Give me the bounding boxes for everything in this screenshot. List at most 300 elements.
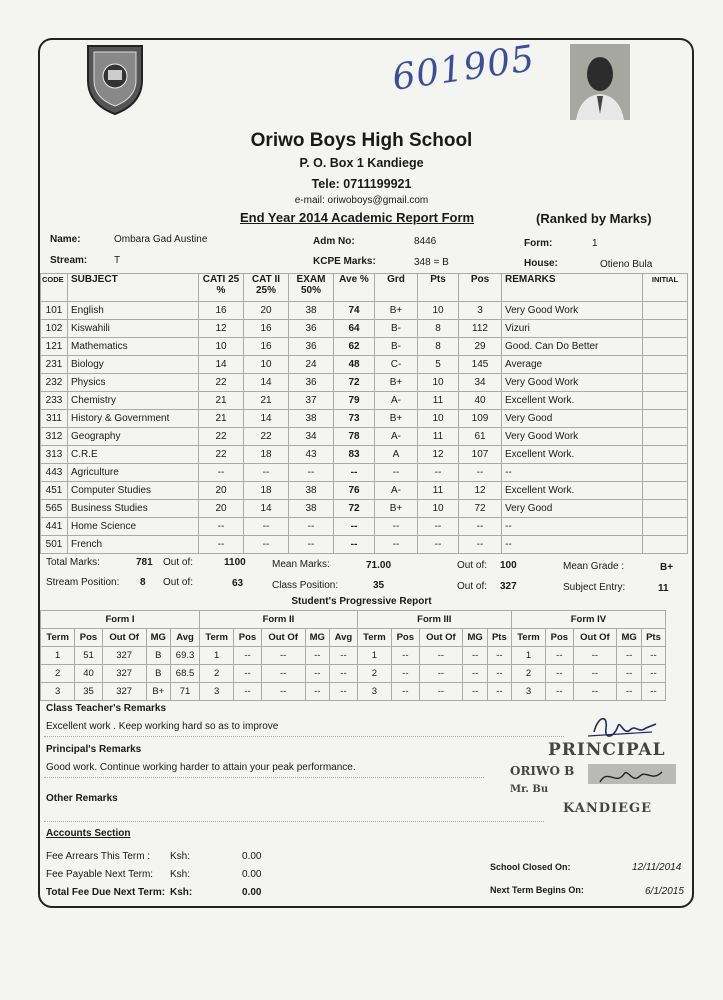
progress-cell: --: [330, 683, 358, 701]
total-out-of-label: Out of:: [163, 557, 194, 568]
points-cell: 11: [418, 392, 459, 410]
accounts-section-label: Accounts Section: [46, 828, 131, 839]
progress-form-2: Form II: [200, 611, 358, 629]
position-cell: 112: [459, 320, 502, 338]
total-marks: 781: [136, 557, 153, 568]
kcpe-value: 348 = B: [414, 257, 449, 268]
progress-form-3: Form III: [357, 611, 511, 629]
progress-cell: 40: [75, 665, 102, 683]
position-cell: 107: [459, 446, 502, 464]
initial-cell: [643, 518, 688, 536]
cat1-cell: 10: [199, 338, 244, 356]
progress-cell: --: [305, 683, 330, 701]
cat1-cell: 22: [199, 374, 244, 392]
remarks-cell: Good. Can Do Better: [502, 338, 643, 356]
progress-cell: 3: [41, 683, 75, 701]
subject-name-cell: Physics: [68, 374, 199, 392]
position-cell: 61: [459, 428, 502, 446]
table-row: [41, 374, 688, 392]
initial-cell: [643, 446, 688, 464]
grade-cell: A-: [375, 482, 418, 500]
school-closed-label: School Closed On:: [490, 862, 571, 872]
stamp-line-2: Mr. Bu: [510, 784, 549, 795]
subject-code-cell: 443: [41, 464, 68, 482]
points-cell: --: [418, 518, 459, 536]
stamp-principal: PRINCIPAL: [548, 740, 666, 760]
progress-cell: B+: [146, 683, 171, 701]
position-cell: --: [459, 536, 502, 554]
cat1-cell: --: [199, 536, 244, 554]
subject-code-cell: 233: [41, 392, 68, 410]
grade-cell: --: [375, 536, 418, 554]
table-row: [41, 302, 688, 320]
exam-cell: 38: [289, 500, 334, 518]
progress-cell: --: [546, 647, 573, 665]
stamp-line-1: ORIWO B: [510, 764, 575, 778]
header-points: Pts: [418, 274, 459, 302]
subject-code-cell: 451: [41, 482, 68, 500]
cat2-cell: 10: [244, 356, 289, 374]
fee-currency: Ksh:: [170, 887, 193, 898]
progress-cell: --: [487, 647, 511, 665]
progress-cell: --: [463, 683, 488, 701]
progress-cell: 1: [41, 647, 75, 665]
form-value: 1: [592, 238, 598, 249]
progress-cell: 3: [511, 683, 545, 701]
progress-header-cell: Out Of: [419, 629, 463, 647]
position-cell: 12: [459, 482, 502, 500]
table-row: [41, 536, 688, 554]
marks-header-row: [41, 274, 688, 302]
progress-header-cell: MG: [617, 629, 642, 647]
progress-row: [41, 683, 666, 701]
house-value: Otieno Bula: [600, 259, 653, 270]
progress-cell: --: [330, 665, 358, 683]
subject-code-cell: 232: [41, 374, 68, 392]
cat1-cell: 21: [199, 410, 244, 428]
table-row: [41, 482, 688, 500]
points-cell: --: [418, 536, 459, 554]
progress-cell: --: [261, 647, 305, 665]
fee-currency: Ksh:: [170, 869, 191, 880]
cat1-cell: 20: [199, 500, 244, 518]
principal-signature: [596, 764, 666, 790]
progress-header-cell: Out Of: [573, 629, 617, 647]
grade-cell: A-: [375, 392, 418, 410]
points-cell: 8: [418, 320, 459, 338]
progress-header-cell: MG: [463, 629, 488, 647]
initial-cell: [643, 392, 688, 410]
average-cell: 73: [334, 410, 375, 428]
mean-out-of-label: Out of:: [457, 560, 488, 571]
mean-marks: 71.00: [366, 560, 392, 571]
school-name: Oriwo Boys High School: [250, 130, 473, 151]
progress-header-cell: Avg: [330, 629, 358, 647]
mean-marks-label: Mean Marks:: [272, 559, 330, 570]
cat1-cell: 22: [199, 446, 244, 464]
subject-name-cell: Computer Studies: [68, 482, 199, 500]
school-crest-logo: [84, 42, 146, 116]
progress-cell: --: [234, 647, 261, 665]
other-remarks-label: Other Remarks: [46, 793, 118, 804]
total-marks-label: Total Marks:: [46, 557, 100, 568]
points-cell: 5: [418, 356, 459, 374]
class-teacher-remarks: Excellent work . Keep working hard so as to improve: [46, 721, 279, 732]
subject-name-cell: Kiswahili: [68, 320, 199, 338]
remarks-cell: Very Good: [502, 410, 643, 428]
progress-form-row: [41, 611, 666, 629]
progress-cell: --: [419, 647, 463, 665]
initial-cell: [643, 320, 688, 338]
position-cell: 29: [459, 338, 502, 356]
progress-cell: --: [392, 683, 419, 701]
principal-remarks: Good work. Continue working harder to attain your peak performance.: [46, 762, 356, 773]
subject-code-cell: 501: [41, 536, 68, 554]
table-row: [41, 410, 688, 428]
initial-cell: [643, 374, 688, 392]
progress-cell: --: [617, 683, 642, 701]
house-label: House:: [524, 258, 558, 269]
progress-cell: --: [392, 647, 419, 665]
school-phone: Tele: 0711199921: [311, 177, 412, 191]
grade-cell: A: [375, 446, 418, 464]
average-cell: 48: [334, 356, 375, 374]
initial-cell: [643, 536, 688, 554]
school-email: e-mail: oriwoboys@gmail.com: [294, 195, 429, 206]
position-cell: 3: [459, 302, 502, 320]
progress-cell: 35: [75, 683, 102, 701]
progress-cell: 327: [102, 665, 146, 683]
form-label: Form:: [524, 238, 553, 249]
cat1-cell: 22: [199, 428, 244, 446]
remarks-cell: Excellent Work.: [502, 482, 643, 500]
kcpe-label: KCPE Marks:: [313, 256, 376, 267]
initial-cell: [643, 410, 688, 428]
cat1-cell: 12: [199, 320, 244, 338]
remarks-cell: Excellent Work.: [502, 392, 643, 410]
average-cell: 74: [334, 302, 375, 320]
class-position-label: Class Position:: [272, 580, 339, 591]
stream-out-of: 63: [232, 578, 244, 589]
initial-cell: [643, 482, 688, 500]
grade-cell: B-: [375, 338, 418, 356]
subject-code-cell: 312: [41, 428, 68, 446]
points-cell: 10: [418, 500, 459, 518]
adm-number: 8446: [414, 236, 437, 247]
subject-name-cell: English: [68, 302, 199, 320]
remarks-cell: --: [502, 464, 643, 482]
exam-cell: 36: [289, 374, 334, 392]
subject-code-cell: 101: [41, 302, 68, 320]
remarks-cell: --: [502, 536, 643, 554]
exam-cell: 38: [289, 302, 334, 320]
header-subject: SUBJECT: [68, 274, 199, 302]
progress-header-cell: Pos: [392, 629, 419, 647]
progress-cell: 3: [357, 683, 391, 701]
progress-cell: --: [573, 683, 617, 701]
progress-cell: 1: [511, 647, 545, 665]
points-cell: 10: [418, 374, 459, 392]
fee-label: Total Fee Due Next Term:: [46, 887, 166, 898]
next-term-label: Next Term Begins On:: [490, 885, 584, 895]
progress-cell: 2: [511, 665, 545, 683]
class-out-of: 327: [500, 581, 517, 592]
stamp-line-3: KANDIEGE: [563, 801, 653, 816]
grade-cell: --: [375, 518, 418, 536]
progress-cell: --: [419, 665, 463, 683]
exam-cell: 36: [289, 320, 334, 338]
initial-cell: [643, 338, 688, 356]
progress-cell: --: [487, 665, 511, 683]
progress-header-cell: Term: [357, 629, 391, 647]
table-row: [41, 518, 688, 536]
points-cell: 10: [418, 302, 459, 320]
average-cell: 72: [334, 374, 375, 392]
initial-cell: [643, 500, 688, 518]
subject-code-cell: 311: [41, 410, 68, 428]
progress-form-4: Form IV: [511, 611, 665, 629]
initial-cell: [643, 428, 688, 446]
subject-name-cell: Agriculture: [68, 464, 199, 482]
cat1-cell: 21: [199, 392, 244, 410]
header-cat2: CAT II 25%: [244, 274, 289, 302]
progress-cell: --: [573, 665, 617, 683]
position-cell: 109: [459, 410, 502, 428]
mean-grade-label: Mean Grade :: [563, 561, 625, 572]
remarks-cell: Excellent Work.: [502, 446, 643, 464]
cat2-cell: 22: [244, 428, 289, 446]
grade-cell: --: [375, 464, 418, 482]
progress-header-cell: Out Of: [261, 629, 305, 647]
table-row: [41, 320, 688, 338]
average-cell: --: [334, 518, 375, 536]
cat2-cell: 20: [244, 302, 289, 320]
cat2-cell: 14: [244, 410, 289, 428]
fee-value: 0.00: [242, 851, 262, 862]
subject-name-cell: History & Government: [68, 410, 199, 428]
progress-cell: --: [463, 665, 488, 683]
student-photo: [570, 44, 630, 120]
initial-cell: [643, 302, 688, 320]
remarks-cell: Very Good: [502, 500, 643, 518]
progress-cell: 2: [41, 665, 75, 683]
grade-cell: B-: [375, 320, 418, 338]
cat2-cell: --: [244, 536, 289, 554]
progress-cell: --: [641, 683, 665, 701]
progress-header-cell: Pts: [487, 629, 511, 647]
average-cell: 62: [334, 338, 375, 356]
remarks-cell: --: [502, 518, 643, 536]
exam-cell: --: [289, 518, 334, 536]
remarks-cell: Very Good Work: [502, 428, 643, 446]
progress-title: Student's Progressive Report: [291, 596, 432, 607]
average-cell: --: [334, 464, 375, 482]
grade-cell: B+: [375, 410, 418, 428]
subject-code-cell: 441: [41, 518, 68, 536]
exam-cell: 34: [289, 428, 334, 446]
grade-cell: B+: [375, 374, 418, 392]
table-row: [41, 428, 688, 446]
class-out-of-label: Out of:: [457, 581, 488, 592]
fee-value: 0.00: [242, 887, 262, 898]
cat1-cell: 14: [199, 356, 244, 374]
progress-cell: 69.3: [171, 647, 200, 665]
progress-cell: 1: [357, 647, 391, 665]
class-position: 35: [373, 580, 385, 591]
exam-cell: 24: [289, 356, 334, 374]
progress-cell: --: [234, 683, 261, 701]
exam-cell: 38: [289, 410, 334, 428]
exam-cell: 38: [289, 482, 334, 500]
progress-cell: --: [419, 683, 463, 701]
fee-value: 0.00: [242, 869, 262, 880]
progress-header-cell: Term: [200, 629, 234, 647]
cat2-cell: 21: [244, 392, 289, 410]
initial-cell: [643, 464, 688, 482]
mean-grade: B+: [660, 562, 674, 573]
position-cell: --: [459, 464, 502, 482]
subject-code-cell: 565: [41, 500, 68, 518]
position-cell: --: [459, 518, 502, 536]
position-cell: 72: [459, 500, 502, 518]
total-out-of: 1100: [224, 557, 246, 568]
average-cell: 79: [334, 392, 375, 410]
cat2-cell: 16: [244, 320, 289, 338]
fee-currency: Ksh:: [170, 851, 191, 862]
points-cell: 11: [418, 428, 459, 446]
progress-cell: --: [617, 665, 642, 683]
progress-cell: 71: [171, 683, 200, 701]
subject-name-cell: Geography: [68, 428, 199, 446]
points-cell: 11: [418, 482, 459, 500]
progress-cell: --: [573, 647, 617, 665]
position-cell: 34: [459, 374, 502, 392]
exam-cell: 37: [289, 392, 334, 410]
progress-cell: --: [546, 665, 573, 683]
stream-position: 8: [140, 577, 146, 588]
table-row: [41, 500, 688, 518]
subject-code-cell: 121: [41, 338, 68, 356]
average-cell: 78: [334, 428, 375, 446]
table-row: [41, 464, 688, 482]
header-exam: EXAM 50%: [289, 274, 334, 302]
cat2-cell: 18: [244, 446, 289, 464]
average-cell: 72: [334, 500, 375, 518]
progress-cell: --: [261, 665, 305, 683]
next-term-date: 6/1/2015: [645, 886, 684, 897]
progress-row: [41, 647, 666, 665]
cat2-cell: --: [244, 464, 289, 482]
remarks-cell: Average: [502, 356, 643, 374]
remarks-cell: Very Good Work: [502, 374, 643, 392]
remarks-cell: Vizuri: [502, 320, 643, 338]
progress-cell: 327: [102, 647, 146, 665]
progress-cell: --: [641, 665, 665, 683]
exam-cell: --: [289, 464, 334, 482]
table-row: [41, 392, 688, 410]
mean-out-of: 100: [500, 560, 517, 571]
cat1-cell: 20: [199, 482, 244, 500]
average-cell: 76: [334, 482, 375, 500]
grade-cell: B+: [375, 302, 418, 320]
average-cell: 83: [334, 446, 375, 464]
remarks-cell: Very Good Work: [502, 302, 643, 320]
progress-cell: B: [146, 647, 171, 665]
position-cell: 40: [459, 392, 502, 410]
adm-label: Adm No:: [313, 236, 355, 247]
progress-cell: 2: [357, 665, 391, 683]
progress-cell: 1: [200, 647, 234, 665]
progress-header-cell: Pts: [641, 629, 665, 647]
handwritten-number: 601905: [389, 38, 538, 99]
subject-code-cell: 102: [41, 320, 68, 338]
progress-cell: 51: [75, 647, 102, 665]
header-grade: Grd: [375, 274, 418, 302]
subject-entry-label: Subject Entry:: [563, 582, 626, 593]
cat1-cell: --: [199, 464, 244, 482]
progress-cell: 2: [200, 665, 234, 683]
header-ave: Ave %: [334, 274, 375, 302]
progress-cell: --: [261, 683, 305, 701]
progress-cell: 68.5: [171, 665, 200, 683]
progress-cell: 327: [102, 683, 146, 701]
progress-header-row: [41, 629, 666, 647]
exam-cell: 36: [289, 338, 334, 356]
progress-form-1: Form I: [41, 611, 200, 629]
progress-table: [40, 610, 666, 701]
progress-cell: --: [305, 647, 330, 665]
subject-name-cell: French: [68, 536, 199, 554]
subject-entry: 11: [658, 583, 669, 594]
progress-row: [41, 665, 666, 683]
progress-cell: --: [234, 665, 261, 683]
subject-code-cell: 231: [41, 356, 68, 374]
class-teacher-remarks-label: Class Teacher's Remarks: [46, 703, 167, 714]
progress-cell: --: [463, 647, 488, 665]
initial-cell: [643, 356, 688, 374]
exam-cell: 43: [289, 446, 334, 464]
points-cell: --: [418, 464, 459, 482]
progress-cell: --: [546, 683, 573, 701]
progress-cell: --: [392, 665, 419, 683]
grade-cell: C-: [375, 356, 418, 374]
cat2-cell: 16: [244, 338, 289, 356]
grade-cell: B+: [375, 500, 418, 518]
points-cell: 12: [418, 446, 459, 464]
progress-header-cell: MG: [305, 629, 330, 647]
grade-cell: A-: [375, 428, 418, 446]
progress-cell: --: [487, 683, 511, 701]
ranked-label: (Ranked by Marks): [536, 211, 652, 226]
exam-cell: --: [289, 536, 334, 554]
fee-label: Fee Arrears This Term :: [46, 851, 151, 862]
subject-name-cell: Biology: [68, 356, 199, 374]
school-address: P. O. Box 1 Kandiege: [299, 156, 424, 170]
subject-name-cell: C.R.E: [68, 446, 199, 464]
subject-code-cell: 313: [41, 446, 68, 464]
stream-out-of-label: Out of:: [163, 577, 194, 588]
cat2-cell: --: [244, 518, 289, 536]
progress-cell: --: [330, 647, 358, 665]
progress-cell: 3: [200, 683, 234, 701]
cat2-cell: 18: [244, 482, 289, 500]
fee-label: Fee Payable Next Term:: [46, 869, 154, 880]
progress-header-cell: Out Of: [102, 629, 146, 647]
progress-header-cell: Pos: [546, 629, 573, 647]
progress-header-cell: Term: [511, 629, 545, 647]
progress-header-cell: Avg: [171, 629, 200, 647]
progress-header-cell: Term: [41, 629, 75, 647]
